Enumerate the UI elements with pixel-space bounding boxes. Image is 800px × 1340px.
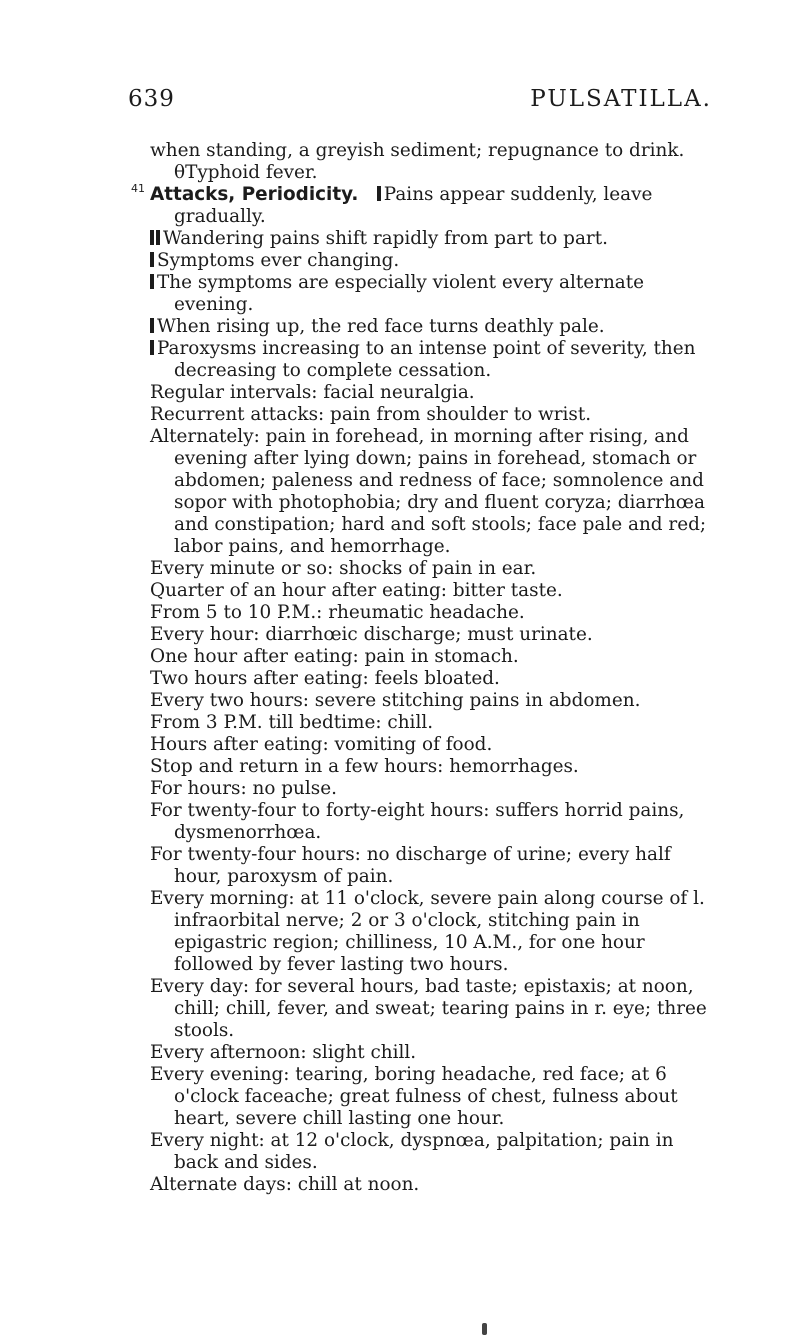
entry-text: Every morning: at 11 o'clock, severe pain along course of l. infraorbital nerve; 2 or 3 o'clock, stitching pain in epigastric region; chilliness, 10 A.M., for one hour followed by fever lasting two hours. xyxy=(150,888,705,975)
entry-text: Wandering pains shift rapidly from part to part. xyxy=(163,228,608,249)
symptom-entry xyxy=(150,668,720,690)
entry-text: Alternately: pain in forehead, in morning after rising, and evening after lying down; pains in forehead, stomach or abdomen; paleness and redness of face; somnolence and sopor with photophobia; dry and fluent coryza; diarrhœa and constipation; hard and soft stools; face pale and red; labor pains, and hemorrhage. xyxy=(150,426,707,557)
print-speck xyxy=(482,1323,487,1335)
running-title: PULSATILLA. xyxy=(530,86,712,112)
symptom-entry xyxy=(150,624,720,646)
entry-text: When rising up, the red face turns deathly pale. xyxy=(157,316,605,337)
symptom-entry xyxy=(150,734,720,756)
entry-text: Every two hours: severe stitching pains in abdomen. xyxy=(150,690,641,711)
entry-text: From 5 to 10 P.M.: rheumatic headache. xyxy=(150,602,525,623)
symptom-entry xyxy=(150,184,720,228)
grade-mark-icon xyxy=(150,318,154,333)
symptom-entry xyxy=(150,426,720,558)
entry-text: For twenty-four to forty-eight hours: suffers horrid pains, dysmenorrhœa. xyxy=(150,800,685,843)
entry-text: when standing, a greyish sediment; repugnance to drink. θTyphoid fever. xyxy=(150,140,685,183)
symptom-entry xyxy=(150,646,720,668)
entry-text: Two hours after eating: feels bloated. xyxy=(150,668,500,689)
entry-text: Every afternoon: slight chill. xyxy=(150,1042,417,1063)
symptom-entry xyxy=(150,580,720,602)
symptom-entry xyxy=(150,690,720,712)
grade-mark-icon xyxy=(377,186,381,201)
symptom-entry xyxy=(150,1174,720,1196)
symptom-entry xyxy=(150,558,720,580)
page-number: 639 xyxy=(128,86,175,112)
symptom-entry xyxy=(150,404,720,426)
entry-text: Alternate days: chill at noon. xyxy=(150,1174,420,1195)
entry-text: For twenty-four hours: no discharge of urine; every half hour, paroxysm of pain. xyxy=(150,844,671,887)
symptom-entry xyxy=(150,250,720,272)
entry-text: Every night: at 12 o'clock, dyspnœa, palpitation; pain in back and sides. xyxy=(150,1130,674,1173)
entry-text: Quarter of an hour after eating: bitter taste. xyxy=(150,580,563,601)
grade-mark-icon xyxy=(150,252,154,267)
symptom-entry xyxy=(150,800,720,844)
section-heading: Attacks, Periodicity. xyxy=(150,184,359,205)
entry-text: Every evening: tearing, boring headache, red face; at 6 o'clock faceache; great fulness of chest, fulness about heart, severe chill lasting one hour. xyxy=(150,1064,678,1129)
symptom-entry xyxy=(150,756,720,778)
symptom-entry xyxy=(150,338,720,382)
entry-text: One hour after eating: pain in stomach. xyxy=(150,646,519,667)
entry-text: Regular intervals: facial neuralgia. xyxy=(150,382,475,403)
entry-text: Recurrent attacks: pain from shoulder to wrist. xyxy=(150,404,592,425)
body-text xyxy=(150,140,720,1196)
section-number: 41 xyxy=(131,182,145,195)
grade-mark-icon xyxy=(156,230,160,245)
symptom-entry xyxy=(150,976,720,1042)
symptom-entry xyxy=(150,316,720,338)
page-header xyxy=(128,86,712,116)
entry-text: Symptoms ever changing. xyxy=(157,250,400,271)
entry-text: The symptoms are especially violent every alternate evening. xyxy=(157,272,645,315)
entry-text: Every minute or so: shocks of pain in ear. xyxy=(150,558,537,579)
grade-mark-icon xyxy=(150,230,154,245)
entry-text: Every hour: diarrhœic discharge; must urinate. xyxy=(150,624,593,645)
grade-mark-icon xyxy=(150,274,154,289)
entry-text: Hours after eating: vomiting of food. xyxy=(150,734,493,755)
symptom-entry xyxy=(150,382,720,404)
symptom-entry xyxy=(150,140,720,184)
symptom-entry xyxy=(150,1130,720,1174)
symptom-entry xyxy=(150,712,720,734)
entry-text: Paroxysms increasing to an intense point of severity, then decreasing to complete cessation. xyxy=(157,338,696,381)
entry-text: From 3 P.M. till bedtime: chill. xyxy=(150,712,434,733)
symptom-entry xyxy=(150,778,720,800)
symptom-entry xyxy=(150,1064,720,1130)
symptom-entry xyxy=(150,888,720,976)
entry-text: Pains appear suddenly, leave gradually. xyxy=(174,184,653,227)
grade-mark-icon xyxy=(150,340,154,355)
symptom-entry xyxy=(150,844,720,888)
symptom-entry xyxy=(150,228,720,250)
entry-text: For hours: no pulse. xyxy=(150,778,337,799)
symptom-entry xyxy=(150,272,720,316)
symptom-entry xyxy=(150,1042,720,1064)
entry-text: Every day: for several hours, bad taste; epistaxis; at noon, chill; chill, fever, and sweat; tearing pains in r. eye; three stools. xyxy=(150,976,707,1041)
symptom-entry xyxy=(150,602,720,624)
entry-text: Stop and return in a few hours: hemorrhages. xyxy=(150,756,579,777)
